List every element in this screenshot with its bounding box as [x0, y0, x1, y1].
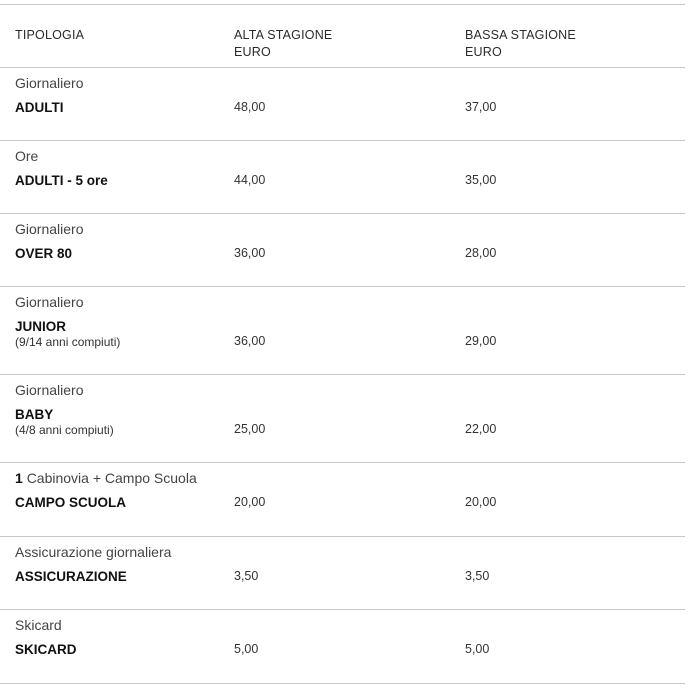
table-row — [0, 537, 685, 610]
row-alta-value: 25,00 — [234, 422, 266, 436]
row-name: ASSICURAZIONE — [15, 569, 127, 584]
header-tipologia — [15, 27, 84, 44]
row-bassa-value: 28,00 — [465, 246, 497, 260]
row-name: ADULTI — [15, 100, 64, 115]
table-row — [0, 463, 685, 537]
table-row — [0, 141, 685, 214]
row-bassa-value: 20,00 — [465, 495, 497, 509]
row-alta-value: 44,00 — [234, 173, 266, 187]
row-bassa-value: 29,00 — [465, 334, 497, 348]
table-header — [0, 5, 685, 68]
row-alta-value: 5,00 — [234, 642, 259, 656]
row-bassa-value: 37,00 — [465, 100, 497, 114]
row-note: (4/8 anni compiuti) — [15, 423, 114, 437]
row-alta-value: 36,00 — [234, 246, 266, 260]
row-bassa-value: 3,50 — [465, 569, 490, 583]
row-bassa-value: 35,00 — [465, 173, 497, 187]
row-alta-value: 3,50 — [234, 569, 259, 583]
table-row — [0, 214, 685, 287]
row-subtitle: Giornaliero — [15, 294, 84, 310]
row-name: JUNIOR — [15, 319, 67, 334]
row-name: SKICARD — [15, 642, 77, 657]
row-name: BABY — [15, 407, 54, 422]
row-subtitle-text: Cabinovia + Campo Scuola — [26, 470, 197, 486]
row-subtitle: Skicard — [15, 617, 62, 633]
header-bassa-stagione — [465, 27, 576, 61]
row-subtitle: Assicurazione giornaliera — [15, 544, 172, 560]
header-alta-stagione — [234, 27, 332, 61]
table-row — [0, 375, 685, 463]
header-tipologia-label: TIPOLOGIA — [15, 28, 85, 42]
row-name: ADULTI - 5 ore — [15, 173, 108, 188]
row-subtitle: Giornaliero — [15, 221, 84, 237]
header-alta-unit: EURO — [234, 45, 271, 59]
header-bassa-unit: EURO — [465, 45, 502, 59]
header-bassa-label: BASSA STAGIONE — [465, 28, 576, 42]
row-bassa-value: 5,00 — [465, 642, 490, 656]
row-subtitle: Ore — [15, 148, 39, 164]
row-name: CAMPO SCUOLA — [15, 495, 126, 510]
row-name: OVER 80 — [15, 246, 73, 261]
row-note: (9/14 anni compiuti) — [15, 335, 121, 349]
table-row — [0, 287, 685, 375]
table-row — [0, 68, 685, 141]
row-bassa-value: 22,00 — [465, 422, 497, 436]
row-alta-value: 48,00 — [234, 100, 266, 114]
row-alta-value: 36,00 — [234, 334, 266, 348]
row-subtitle: Giornaliero — [15, 75, 84, 91]
row-subtitle — [15, 470, 197, 486]
table-row — [0, 610, 685, 684]
row-subtitle-count: 1 — [15, 470, 23, 486]
row-subtitle: Giornaliero — [15, 382, 84, 398]
header-alta-label: ALTA STAGIONE — [234, 28, 333, 42]
row-alta-value: 20,00 — [234, 495, 266, 509]
